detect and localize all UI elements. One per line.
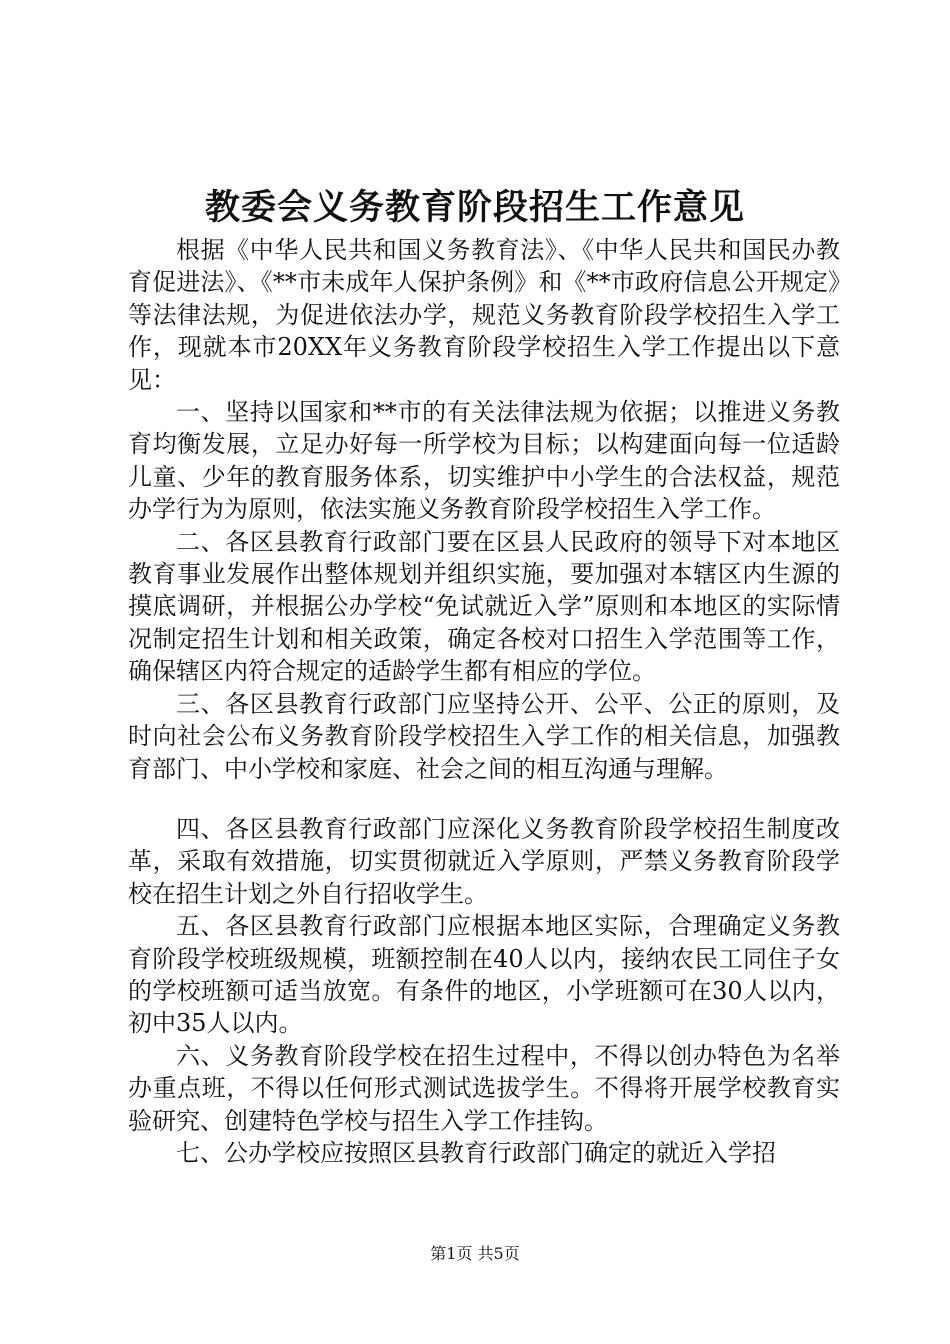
document-body bbox=[128, 234, 840, 1169]
paragraph-intro: 根据《中华人民共和国义务教育法》、《中华人民共和国民办教育促进法》、《**市未成年人保护条例》和《**市政府信息公开规定》等法律法规，为促进依法办学，规范义务教育阶段学校招生入学工作，现就本市20XX年义务教育阶段学校招生入学工作提出以下意见： bbox=[128, 236, 840, 394]
document-title: 教委会义务教育阶段招生工作意见 bbox=[204, 187, 745, 228]
paragraph-item-3: 三、各区县教育行政部门应坚持公开、公平、公正的原则，及时向社会公布义务教育阶段学校招生入学工作的相关信息，加强教育部门、中小学校和家庭、社会之间的相互沟通与理解。 bbox=[128, 689, 840, 783]
paragraph-item-5: 五、各区县教育行政部门应根据本地区实际，合理确定义务教育阶段学校班级规模，班额控制在40人以内，接纳农民工同住子女的学校班额可适当放宽。有条件的地区，小学班额可在30人以内，初中35人以内。 bbox=[128, 912, 840, 1038]
page-number-footer: 第1页 共5页 bbox=[430, 1244, 520, 1263]
paragraph-item-6: 六、义务教育阶段学校在招生过程中，不得以创办特色为名举办重点班，不得以任何形式测试选拔学生。不得将开展学校教育实验研究、创建特色学校与招生入学工作挂钩。 bbox=[128, 1041, 840, 1135]
paragraph-item-1: 一、坚持以国家和**市的有关法律法规为依据；以推进义务教育均衡发展，立足办好每一所学校为目标；以构建面向每一位适龄儿童、少年的教育服务体系，切实维护中小学生的合法权益，规范办学行为为原则，依法实施义务教育阶段学校招生入学工作。 bbox=[128, 398, 840, 524]
paragraph-item-2: 二、各区县教育行政部门要在区县人民政府的领导下对本地区教育事业发展作出整体规划并组织实施，要加强对本辖区内生源的摸底调研，并根据公办学校“免试就近入学”原则和本地区的实际情况制定招生计划和相关政策，确定各校对口招生入学范围等工作，确保辖区内符合规定的适龄学生都有相应的学位。 bbox=[128, 527, 840, 686]
paragraph-item-7: 七、公办学校应按照区县教育行政部门确定的就近入学招 bbox=[176, 1138, 776, 1167]
paragraph-item-4: 四、各区县教育行政部门应深化义务教育阶段学校招生制度改革，采取有效措施，切实贯彻就近入学原则，严禁义务教育阶段学校在招生计划之外自行招收学生。 bbox=[128, 814, 840, 908]
